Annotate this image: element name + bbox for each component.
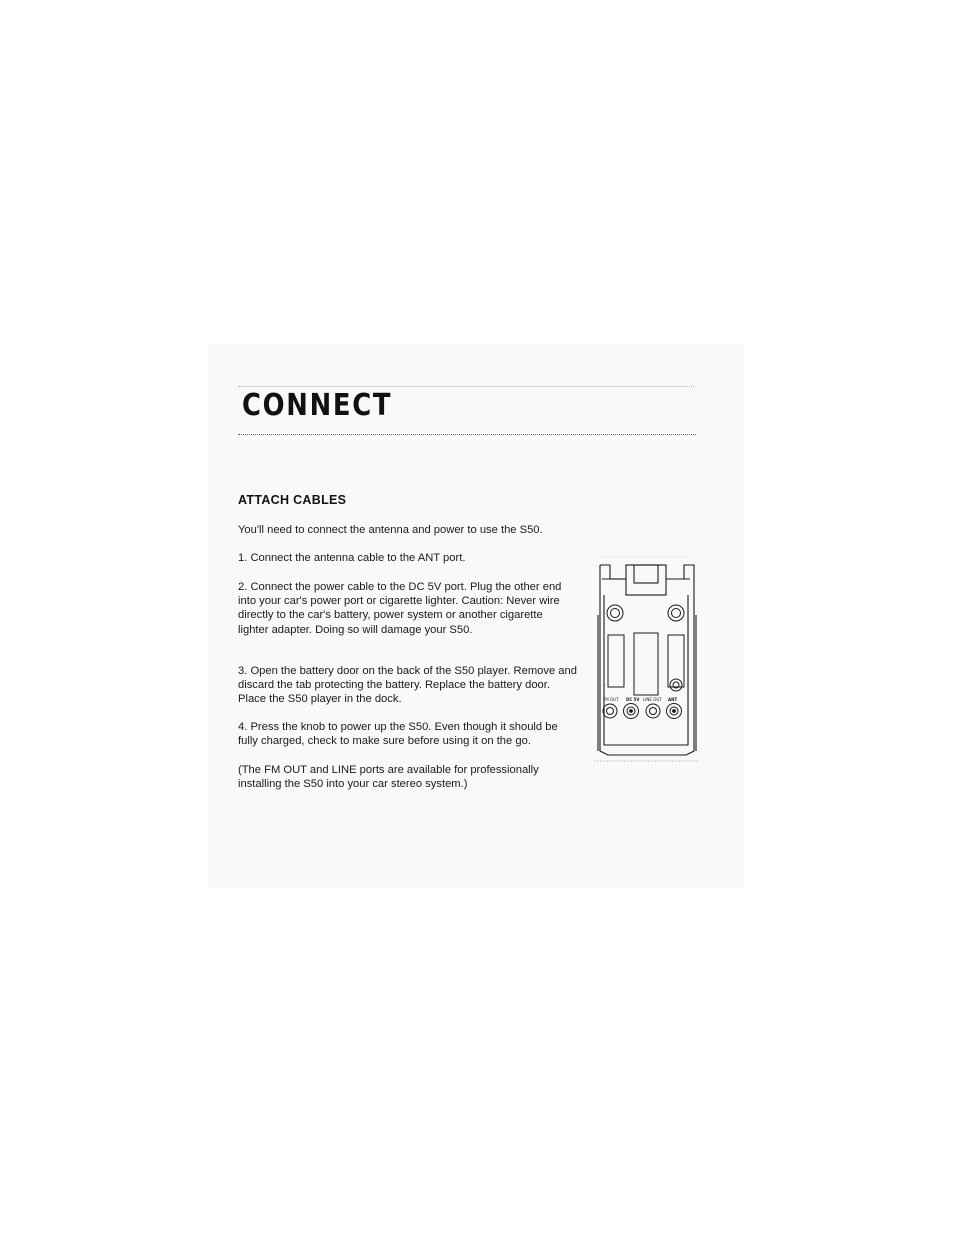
section-heading: ATTACH CABLES [238,493,347,507]
header-rule-top [238,386,694,387]
step-2-paragraph: 2. Connect the power cable to the DC 5V port. Plug the other end into your car's power port or cigarette lighter. Caution: Never wire directly to the car's battery, power system or another cigarette lighter adapter. Doing so will damage your S50. [238,581,562,636]
recess-slot-center [634,633,658,695]
note-paragraph: (The FM OUT and LINE ports are available for professionally installing the S50 into your car stereo system.) [238,764,539,791]
dc-5v-port-icon [624,704,639,719]
line-out-port-icon [646,704,660,718]
port-label-ant: ANT [668,697,678,702]
step-4-paragraph: 4. Press the knob to power up the S50. Even though it should be fully charged, check to make sure before using it on the go. [238,721,558,748]
dock-back-illustration [590,555,702,765]
recess-slot-left [608,635,624,687]
step-1-paragraph: 1. Connect the antenna cable to the ANT port. [238,552,466,564]
intro-paragraph: You'll need to connect the antenna and power to use the S50. [238,524,543,536]
port-label-dc-5v: DC 5V [626,697,640,702]
header-rule-bottom [238,434,696,435]
step-3-paragraph: 3. Open the battery door on the back of the S50 player. Remove and discard the tab protecting the battery. Replace the battery door. Place the S50 player in the dock. [238,665,577,706]
side-screw [670,679,682,691]
page-title: CONNECT [242,388,393,423]
mount-screw-left [607,605,623,621]
dock-body [598,565,696,755]
port-label-line-out: LINE OUT [643,697,662,702]
fm-out-port-icon [603,704,617,718]
port-label-fm-out: FM OUT [603,697,619,702]
mount-screw-right [668,605,684,621]
ant-port-icon [667,704,682,719]
